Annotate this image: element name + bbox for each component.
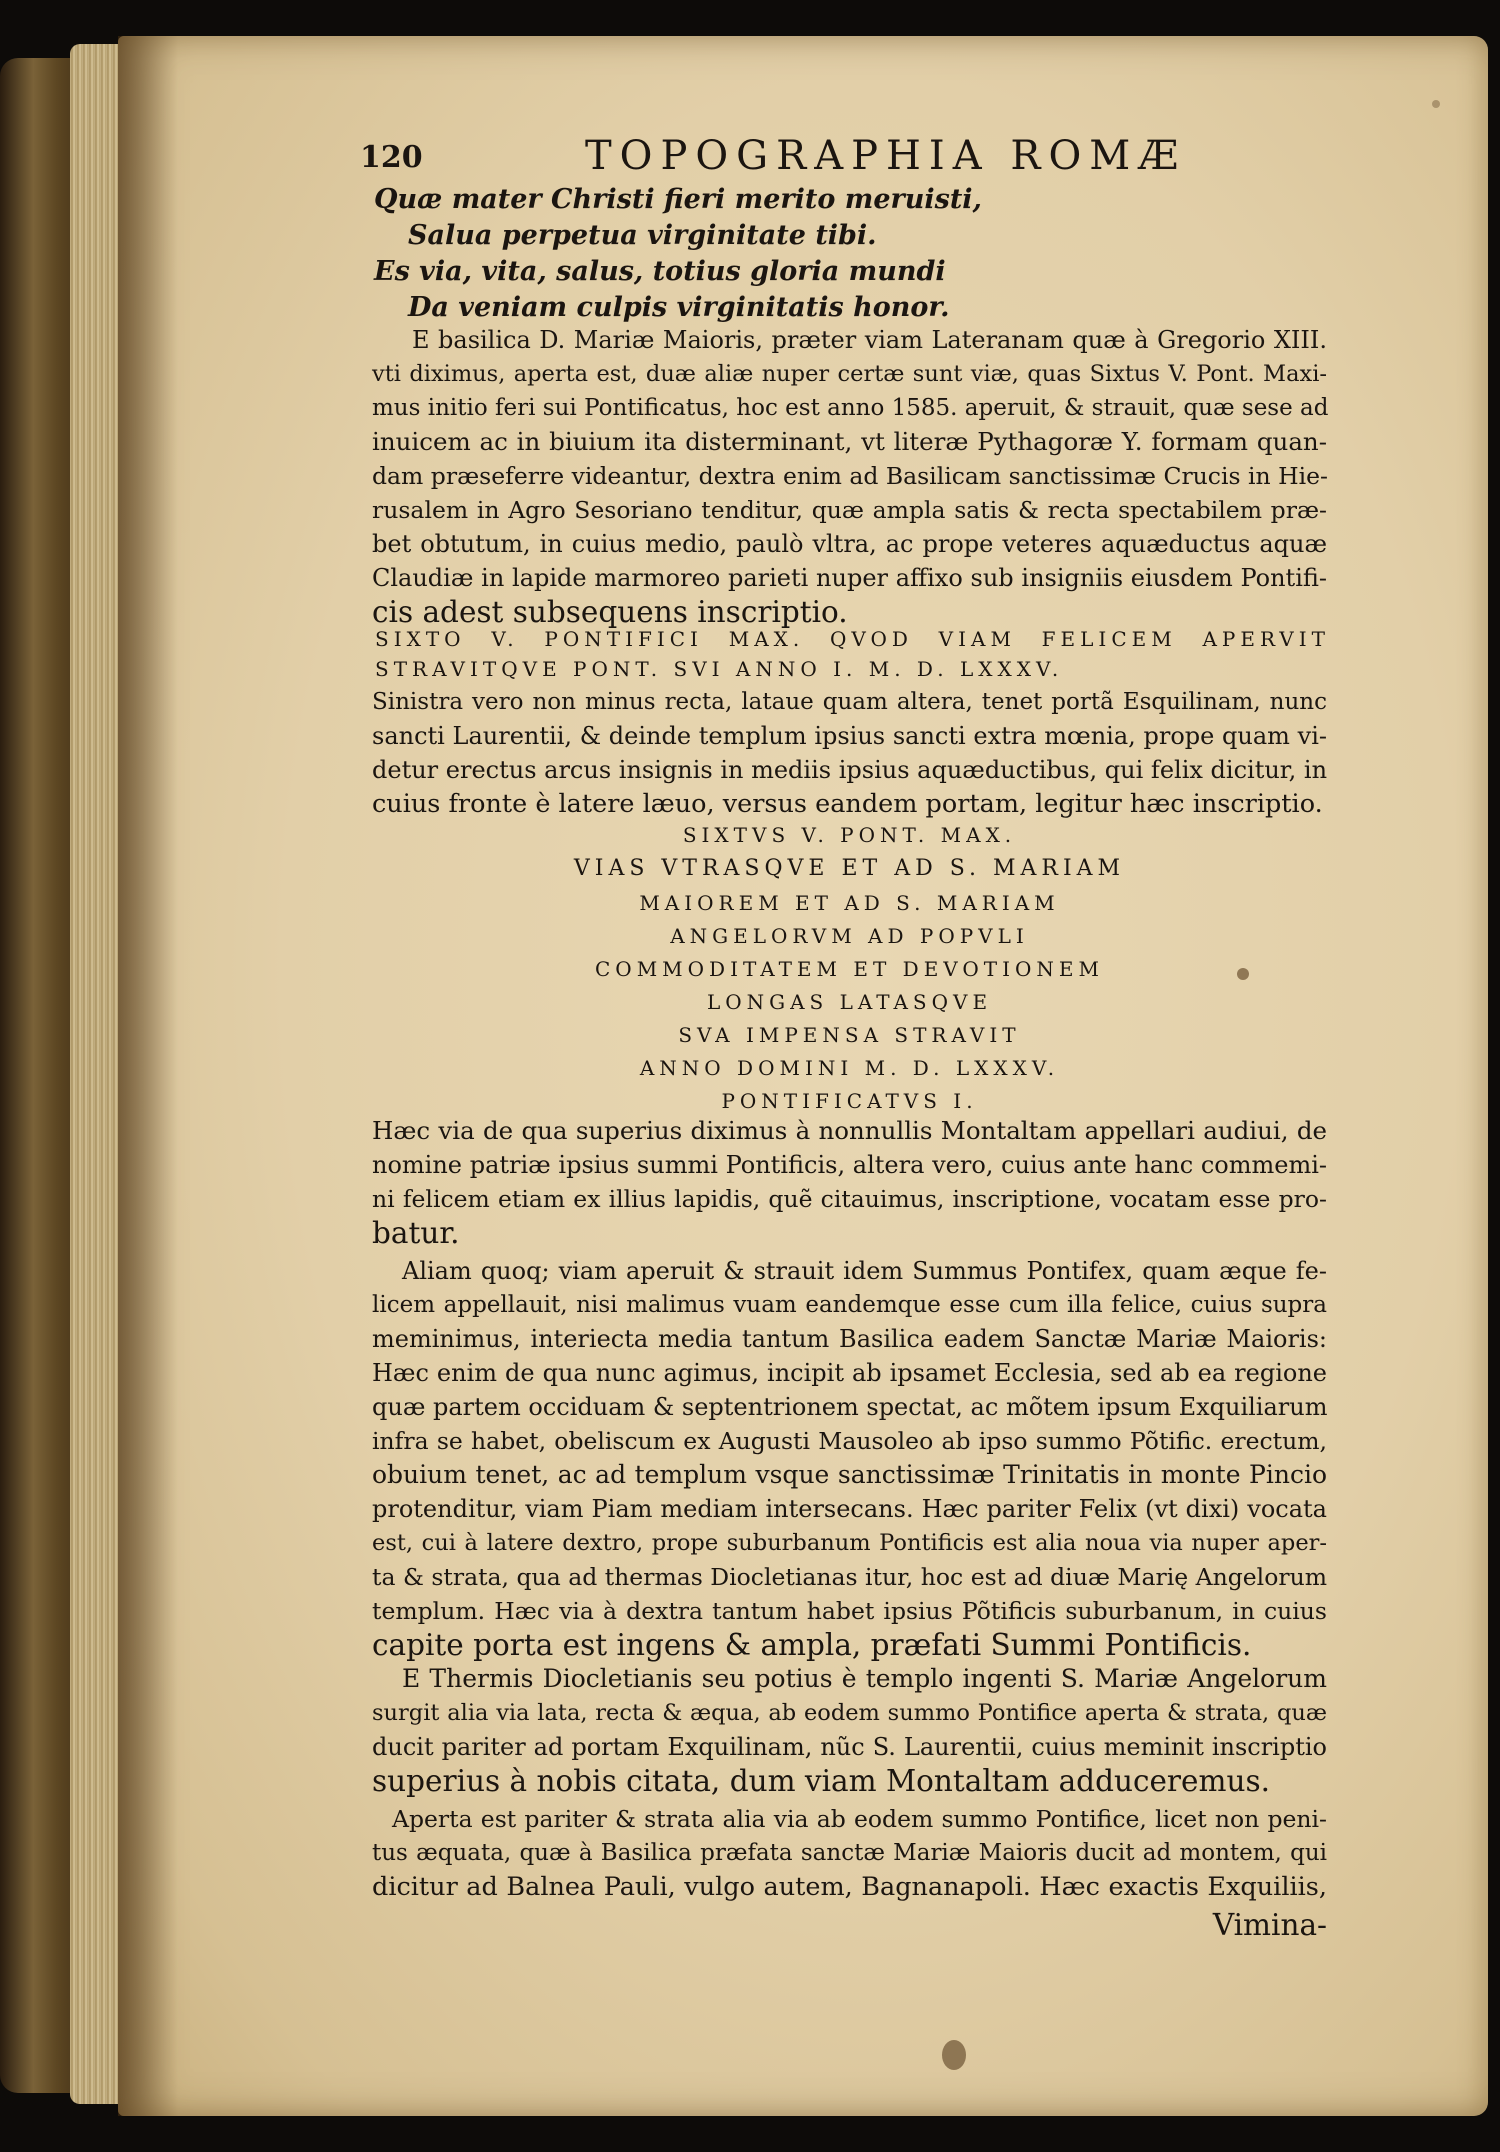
text-line: ducit pariter ad portam Exquilinam, nũc S. Laurentii, cuius meminit inscriptio [372,1733,1327,1761]
inscription-line: SVA IMPENSA STRAVIT [678,1023,1021,1047]
page-number: 120 [360,140,423,175]
inscription-line: ANNO DOMINI M. D. LXXXV. [639,1056,1060,1080]
text-line: nomine patriæ ipsius summi Pontificis, altera vero, cuius ante hanc commemi- [372,1151,1327,1179]
text-line: est, cui à latere dextro, prope suburbanum Pontificis est alia noua via nuper aper- [372,1530,1327,1556]
text-line: surgit alia via lata, recta & æqua, ab eodem summo Pontifice aperta & strata, quæ [372,1700,1327,1726]
text-line: mus initio feri sui Pontificatus, hoc est anno 1585. aperuit, & strauit, quæ sese ad [372,395,1329,421]
verse-line: Da veniam culpis virginitatis honor. [408,292,950,323]
text-line: Aliam quoq; viam aperuit & strauit idem Summus Pontifex, quam æque fe- [402,1257,1327,1285]
text-line: bet obtutum, in cuius medio, paulò vltra, ac prope veteres aquæductus aquæ [372,530,1327,558]
running-title: TOPOGRAPHIA ROMÆ [585,133,1187,179]
text-line: ta & strata, qua ad thermas Diocletianas itur, hoc est ad diuæ Marię Angelorum [372,1563,1327,1591]
inscription-line: PONTIFICATVS I. [721,1089,978,1113]
text-line: meminimus, interiecta media tantum Basilica eadem Sanctæ Mariæ Maioris: [372,1325,1327,1353]
verse-line: Quæ mater Christi fieri merito meruisti, [374,184,982,215]
text-line: tus æquata, quæ à Basilica præfata sanctæ Mariæ Maioris ducit ad montem, qui [372,1840,1327,1866]
inscription-line: SIXTO V. PONTIFICI MAX. QVOD VIAM FELICEM APERVIT [375,627,1330,651]
inscription-line: MAIOREM ET AD S. MARIAM [639,891,1060,915]
verse-line: Salua perpetua virginitate tibi. [408,220,877,251]
text-line: E Thermis Diocletianis seu potius è templo ingenti S. Mariæ Angelorum [402,1664,1327,1693]
inscription-line: VIAS VTRASQVE ET AD S. MARIAM [573,856,1126,881]
text-line: cuius fronte è latere læuo, versus eandem portam, legitur hæc inscriptio. [372,789,1323,819]
verse-line: Es via, vita, salus, totius gloria mundi [374,256,946,287]
inscription-line: LONGAS LATASQVE [706,990,993,1014]
inscription-line: COMMODITATEM ET DEVOTIONEM [595,957,1104,981]
text-line: superius à nobis citata, dum viam Montaltam adduceremus. [372,1764,1270,1798]
text-line: Hæc via de qua superius diximus à nonnullis Montaltam appellari audiui, de [372,1116,1327,1145]
text-line: E basilica D. Mariæ Maioris, præter viam Lateranam quæ à Gregorio XIII. [412,326,1327,354]
text-line: sancti Laurentii, & deinde templum ipsius sancti extra mœnia, prope quam vi- [372,722,1327,750]
inscription-line: ANGELORVM AD POPVLI [670,924,1029,948]
catchword: Vimina- [1212,1908,1327,1942]
text-line: rusalem in Agro Sesoriano tenditur, quæ ampla satis & recta spectabilem præ- [372,496,1327,524]
text-line: licem appellauit, nisi malimus vuam eandemque esse cum illa felice, cuius supra [372,1292,1327,1318]
text-line: templum. Hæc via à dextra tantum habet ipsius Põtificis suburbanum, in cuius [372,1597,1327,1625]
text-line: Hæc enim de qua nunc agimus, incipit ab ipsamet Ecclesia, sed ab ea regione [372,1359,1327,1387]
text-line: quæ partem occiduam & septentrionem spectat, ac mõtem ipsum Exquiliarum [372,1393,1328,1421]
text-line: infra se habet, obeliscum ex Augusti Mausoleo ab ipso summo Põtific. erectum, [372,1427,1327,1455]
text-line: protenditur, viam Piam mediam intersecans. Hæc pariter Felix (vt dixi) vocata [372,1495,1327,1523]
text-line: batur. [372,1216,460,1250]
text-line: cis adest subsequens inscriptio. [372,595,848,629]
inscription-line: STRAVITQVE PONT. SVI ANNO I. M. D. LXXXV. [375,657,1064,681]
text-line: Aperta est pariter & strata alia via ab eodem summo Pontifice, licet non peni- [392,1805,1327,1833]
text-line: detur erectus arcus insignis in mediis ipsius aquæductibus, qui felix dicitur, in [372,756,1328,784]
text-line: ni felicem etiam ex illius lapidis, quẽ citauimus, inscriptione, vocatam esse pro- [372,1185,1327,1213]
text-line: dicitur ad Balnea Pauli, vulgo autem, Bagnanapoli. Hæc exactis Exquiliis, [372,1872,1327,1902]
inscription-line: SIXTVS V. PONT. MAX. [682,823,1017,847]
text-line: vti diximus, aperta est, duæ aliæ nuper certæ sunt viæ, quas Sixtus V. Pont. Maxi- [372,361,1327,387]
text-line: obuium tenet, ac ad templum vsque sanctissimæ Trinitatis in monte Pincio [372,1460,1327,1489]
text-line: Sinistra vero non minus recta, lataue quam altera, tenet portã Esquilinam, nunc [372,689,1327,715]
text-line: dam præseferre videantur, dextra enim ad Basilicam sanctissimæ Crucis in Hie- [372,462,1328,490]
text-line: capite porta est ingens & ampla, præfati Summi Pontificis. [372,1628,1252,1662]
text-line: Claudiæ in lapide marmoreo parieti nuper affixo sub insigniis eiusdem Pontifi- [372,564,1327,592]
text-line: inuicem ac in biuium ita disterminant, vt literæ Pythagoræ Y. formam quan- [372,427,1327,456]
